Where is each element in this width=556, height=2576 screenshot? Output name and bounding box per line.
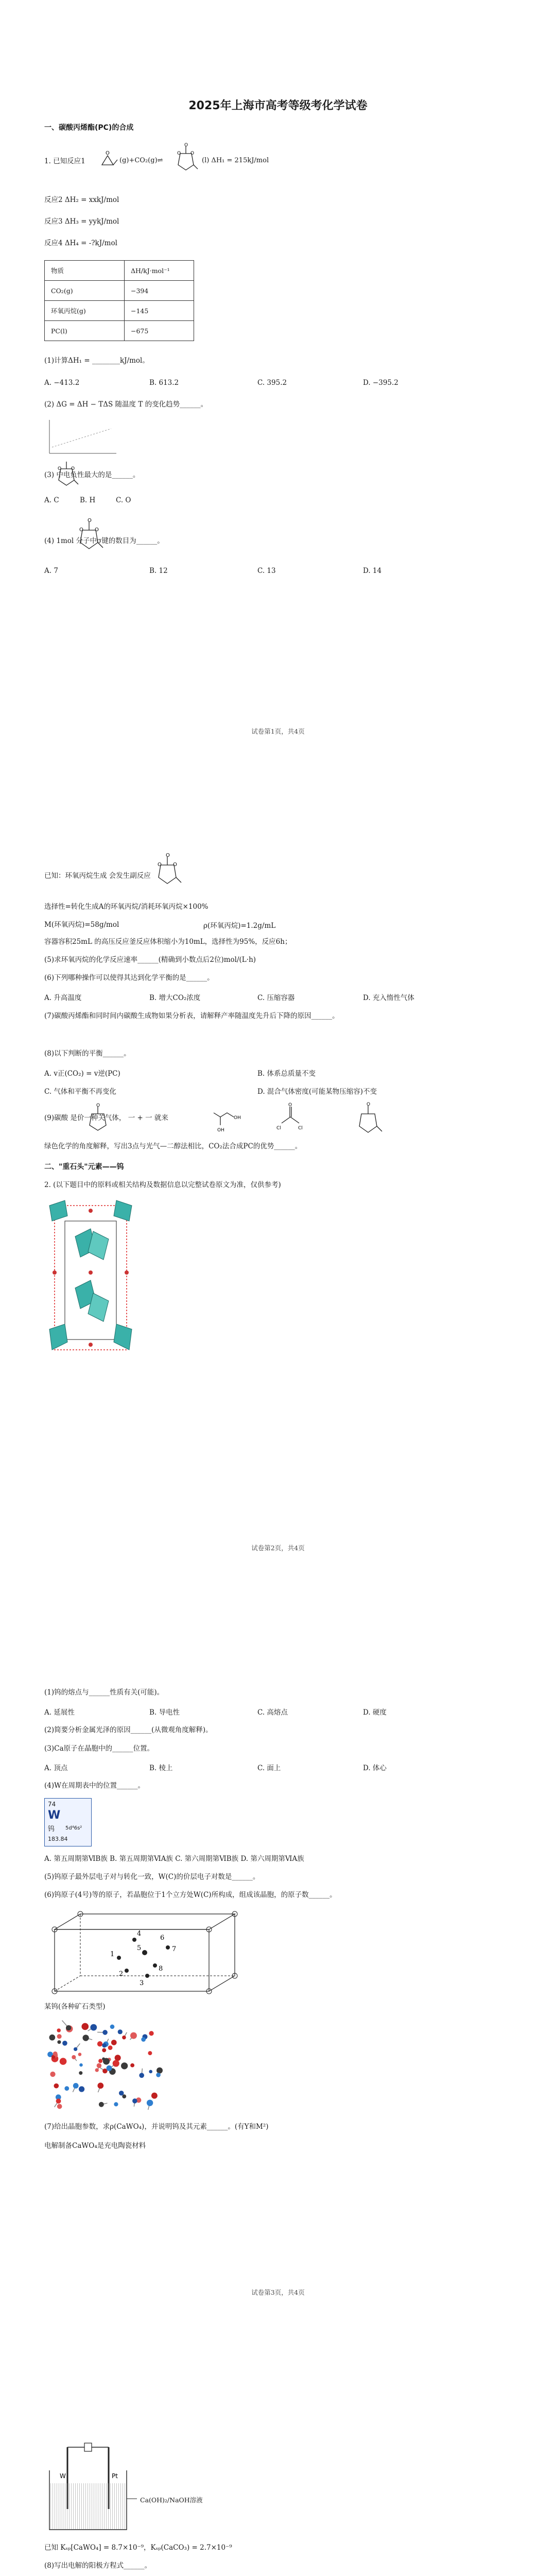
p3-q3-option-c[interactable]: C. 面上 (257, 1764, 281, 1772)
atom (99, 2102, 104, 2107)
site-label: 7 (172, 1945, 177, 1953)
section2-heading: 二、"重石头"元素——钨 (44, 1163, 124, 1171)
element-atomic-number: 74 (48, 1801, 56, 1808)
svg-text:O: O (158, 862, 162, 868)
atom (79, 2086, 84, 2092)
site-label: 1 (110, 1951, 115, 1958)
table-header-cell: 物质 (45, 261, 125, 281)
atom (130, 2032, 137, 2039)
page-footer-1: 试卷第1页，共4页 (251, 727, 305, 735)
table-header-row (45, 261, 194, 281)
atom (102, 2043, 107, 2048)
q1-3-option-c[interactable]: C. O (116, 496, 131, 504)
atom (149, 2031, 153, 2036)
p3-q3-option-d[interactable]: D. 体心 (363, 1764, 387, 1772)
p3-q1-option-c[interactable]: C. 高熔点 (257, 1708, 288, 1717)
tungsten-element-card (44, 1798, 92, 1846)
svg-text:OH: OH (234, 1115, 241, 1121)
pc-structure-q4 (76, 518, 105, 552)
dg-temperature-graph (44, 417, 121, 459)
atom (97, 2082, 103, 2089)
svg-text:O: O (106, 150, 110, 156)
element-config: 5d⁴6s² (65, 1825, 82, 1831)
table-row (45, 301, 194, 321)
table-header-cell: ΔH/kJ·mol⁻¹ (125, 261, 194, 281)
atom (72, 2055, 76, 2059)
p3-q1-option-a[interactable]: A. 延展性 (44, 1708, 75, 1717)
reaction-3: 反应3 ΔH₃ = yykJ/mol (44, 217, 119, 226)
p2-q10: 绿色化学的角度解释，写出3点与光气—二醇法相比，CO₂法合成PC的优势______。 (44, 1142, 302, 1150)
atom (121, 2062, 128, 2069)
atom (79, 2063, 83, 2067)
p3-q1-option-d[interactable]: D. 硬度 (363, 1708, 387, 1717)
p3-q4-options[interactable]: A. 第五周期第ⅥB族 B. 第五周期第ⅥA族 C. 第六周期第ⅥB族 D. 第六周期第ⅥA族 (44, 1855, 304, 1863)
atom (118, 2029, 123, 2034)
q8-option-c[interactable]: C. 气体和平衡不再变化 (44, 1088, 116, 1096)
reaction-4: 反应4 ΔH₄ = -?kJ/mol (44, 239, 117, 247)
atom (119, 2091, 124, 2096)
q1-1-option-b[interactable]: B. 613.2 (149, 379, 179, 387)
pc-structure-small (56, 459, 79, 487)
q1-1-option-d[interactable]: D. −395.2 (363, 379, 398, 387)
svg-text:O: O (177, 151, 181, 156)
p3-q2: (2)简要分析金属光泽的原因______(从微观角度解释)。 (44, 1726, 213, 1734)
atom (50, 2072, 55, 2077)
pc-structure-product (355, 1101, 386, 1134)
q1-4-option-c[interactable]: C. 13 (257, 567, 276, 575)
atom (110, 2025, 115, 2029)
svg-text:O: O (288, 1103, 292, 1108)
p3-electrolysis-intro: 电解制备CaWO₄是充电陶瓷材料 (44, 2142, 146, 2150)
element-mass: 183.84 (48, 1836, 68, 1842)
svg-text:O: O (58, 466, 62, 471)
atom (157, 2067, 163, 2074)
atom (111, 2040, 117, 2045)
site-label: 5 (137, 1944, 142, 1952)
p2-q9: (9)碳酸 是价一种关气体， 一 + 一 就来 (44, 1114, 168, 1122)
p3-q6: (6)钨原子(4号)等的原子，若晶胞位于1个立方处W(C)所构成，组成该晶胞，的原子数______。 (44, 1891, 337, 1899)
unit-cell-diagram (44, 1909, 250, 1996)
p2-q5: (5)求环氧丙烷的化学反应速率______(精确到小数点后2位)mol/(L·h) (44, 956, 256, 964)
atom (107, 2065, 112, 2071)
p3-q3: (3)Ca原子在晶胞中的______位置。 (44, 1744, 154, 1753)
section1-heading: 一、碳酸丙烯酯(PC)的合成 (44, 124, 134, 132)
atom (132, 2098, 137, 2104)
svg-text:Cl: Cl (298, 1126, 303, 1131)
atom (53, 2052, 58, 2056)
q1-3-option-a[interactable]: A. C (44, 496, 59, 504)
atom (102, 2030, 108, 2035)
q1-2: (2) ΔG = ΔH − TΔS 随温度 T 的变化趋势______。 (44, 400, 208, 409)
atom (82, 2035, 89, 2041)
site-label: 8 (159, 1965, 163, 1973)
q8-option-b[interactable]: B. 体系总质量不变 (257, 1070, 316, 1078)
exam-title: 2025年上海市高考等级考化学试卷 (188, 99, 368, 112)
atom (156, 2073, 161, 2077)
tungstate-crystal-structure (44, 1200, 137, 1355)
svg-text:O: O (166, 853, 170, 858)
atom (78, 2053, 82, 2056)
p3-q3-option-a[interactable]: A. 顶点 (44, 1764, 68, 1772)
atom (141, 2037, 146, 2042)
svg-text:O: O (96, 1103, 100, 1108)
svg-text:O: O (367, 1102, 371, 1107)
q6-option-c[interactable]: C. 压缩容器 (257, 994, 295, 1002)
q1-1: (1)计算ΔH₁ = ________kJ/mol。 (44, 357, 149, 365)
atom (122, 2036, 126, 2040)
q1-suffix: (l) ΔH₁ = 215kJ/mol (202, 157, 269, 164)
svg-text:Cl: Cl (276, 1126, 281, 1131)
electrode-w-label: W (60, 2472, 66, 2480)
atom (148, 2051, 152, 2055)
svg-text:O: O (88, 518, 92, 523)
q6-option-d[interactable]: D. 充入惰性气体 (363, 994, 414, 1002)
atom (149, 2070, 152, 2074)
atom (95, 2068, 99, 2072)
table-cell: −675 (125, 321, 194, 341)
site-label: 3 (140, 1979, 144, 1987)
electrolyte-label: Ca(OH)₂/NaOH溶液 (140, 2496, 203, 2504)
svg-text:O: O (173, 862, 177, 868)
atom (81, 2023, 89, 2030)
q1-prefix: 1. 已知反应1 (44, 157, 85, 165)
atom (57, 2104, 62, 2109)
table-cell: −394 (125, 281, 194, 301)
atom (73, 2083, 79, 2089)
atom (74, 2047, 77, 2051)
p2-q7: (7)碳酸丙烯酯和同时间内碳酸生成物如果分析表，请解释产率随温度先升后下降的原因______。 (44, 1012, 339, 1020)
table-cell: CO₂(g) (45, 281, 125, 301)
table-row (45, 281, 194, 301)
ball-stick-crystal-model (44, 2020, 168, 2112)
phosgene-structure (275, 1101, 306, 1133)
page-footer-2: 试卷第2页，共4页 (251, 1544, 305, 1552)
enthalpy-table (44, 260, 194, 341)
svg-text:O: O (71, 466, 75, 471)
q6-option-a[interactable]: A. 升高温度 (44, 994, 82, 1002)
page-footer-3: 试卷第3页，共4页 (251, 2289, 305, 2296)
atom (97, 2041, 102, 2046)
atom (115, 2055, 121, 2061)
p2-line4: 容器容积25mL 的高压反应釜反应体积缩小为10mL，选择性为95%，反应6h； (44, 938, 292, 946)
q8-option-a[interactable]: A. v正(CO₂) = v逆(PC) (44, 1070, 120, 1078)
q1-3: (3) 中电负性最大的是______。 (44, 471, 140, 479)
element-symbol: W (48, 1809, 61, 1822)
p2-line1: 已知：环氧丙烷生成 会发生副反应 (44, 872, 151, 880)
p2-line3a: M(环氧丙烷)=58g/mol (44, 921, 119, 929)
svg-text:O: O (95, 527, 99, 533)
atom (139, 2073, 144, 2078)
p3-mineral-label: 某钨(各种矿石类型) (44, 2003, 106, 2011)
pc-structure-q9 (86, 1103, 112, 1133)
q1-4-option-a[interactable]: A. 7 (44, 567, 58, 575)
site-label: 2 (119, 1970, 124, 1978)
p2-line3b: ρ(环氧丙烷)=1.2g/mL (203, 922, 276, 930)
atom (57, 2040, 61, 2044)
site-label: 6 (160, 1934, 165, 1942)
pc-structure-page2 (154, 853, 183, 887)
p2-q6: (6)下列哪种操作可以使得其达到化学平衡的是______。 (44, 974, 214, 982)
q1-3-option-b[interactable]: B. H (80, 496, 96, 504)
atom (60, 2058, 67, 2065)
propanediol-structure (211, 1103, 242, 1133)
atom (102, 2048, 106, 2052)
table-cell: PC(l) (45, 321, 125, 341)
atom (151, 2093, 158, 2099)
svg-text:O: O (190, 151, 195, 156)
electrode-pt-label: Pt (112, 2472, 118, 2480)
ksp-note: 已知 Kₛₚ[CaWO₄] = 8.7×10⁻⁹，Kₛₚ(CaCO₃) = 2.7×10⁻⁹ (44, 2544, 232, 2552)
p3-q5: (5)钨原子最外层电子对与转化一致，W(C)的价层电子对数是______。 (44, 1873, 260, 1881)
p2-q8: (8)以下判断的平衡______。 (44, 1049, 131, 1058)
p4-q8: (8)写出电解的阳极方程式______。 (44, 2562, 152, 2570)
svg-text:OH: OH (217, 1128, 224, 1133)
atom (57, 2028, 60, 2032)
electrolysis-cell-diagram (44, 2442, 178, 2535)
atom (113, 2060, 119, 2066)
atom (62, 2041, 67, 2046)
atom (56, 2098, 61, 2104)
p3-q7: (7)给出晶胞参数，求ρ(CaWO₄)，并说明钨及其元素______。(有Y和M²) (44, 2123, 269, 2131)
q2-intro: 2. (以下题目中的原料或相关结构及数据信息以完整试卷原文为准，仅供参考) (44, 1181, 281, 1189)
q1-mid: (g)+CO₂(g)⇌ (119, 157, 163, 164)
atom (97, 2063, 102, 2069)
svg-text:O: O (79, 527, 83, 533)
atom (108, 2045, 113, 2050)
p3-q4: (4)W在周期表中的位置______。 (44, 1782, 145, 1790)
table-cell: −145 (125, 301, 194, 321)
p3-q3-option-b[interactable]: B. 棱上 (149, 1764, 173, 1772)
q1-4-option-b[interactable]: B. 12 (149, 567, 168, 575)
element-name: 钨 (48, 1825, 55, 1833)
atom (90, 2024, 97, 2031)
atom (147, 2099, 153, 2106)
atom (98, 2059, 102, 2063)
atom (54, 2083, 59, 2089)
atom (114, 2102, 118, 2106)
atom (103, 2058, 110, 2065)
site-label: 4 (137, 1930, 142, 1938)
q6-option-b[interactable]: B. 增大CO₂浓度 (149, 994, 201, 1002)
p3-q1-option-b[interactable]: B. 导电性 (149, 1708, 180, 1717)
p3-q1: (1)钨的熔点与______性质有关(可能)。 (44, 1688, 164, 1697)
q1-1-option-c[interactable]: C. 395.2 (257, 379, 287, 387)
q1-4-option-d[interactable]: D. 14 (363, 567, 382, 575)
pc-structure (175, 143, 199, 172)
q1-4: (4) 1mol 分子中σ键的数目为______。 (44, 537, 164, 545)
p2-line2: 选择性=转化生成A的环氧丙烷/消耗环氧丙烷×100% (44, 903, 208, 911)
q8-option-d[interactable]: D. 混合气体密度(可能某物压缩容)不变 (257, 1088, 377, 1096)
propylene-oxide-structure (98, 149, 118, 170)
svg-text:O: O (184, 143, 188, 148)
q1-1-option-a[interactable]: A. −413.2 (44, 379, 80, 387)
atom (79, 2071, 82, 2075)
table-row (45, 321, 194, 341)
atom (130, 2063, 134, 2067)
atom (64, 2086, 69, 2091)
atom (57, 2034, 62, 2039)
atom (66, 2025, 71, 2030)
table-cell: 环氧丙烷(g) (45, 301, 125, 321)
reaction-2: 反应2 ΔH₂ = xxkJ/mol (44, 196, 119, 204)
atom (49, 2035, 56, 2041)
